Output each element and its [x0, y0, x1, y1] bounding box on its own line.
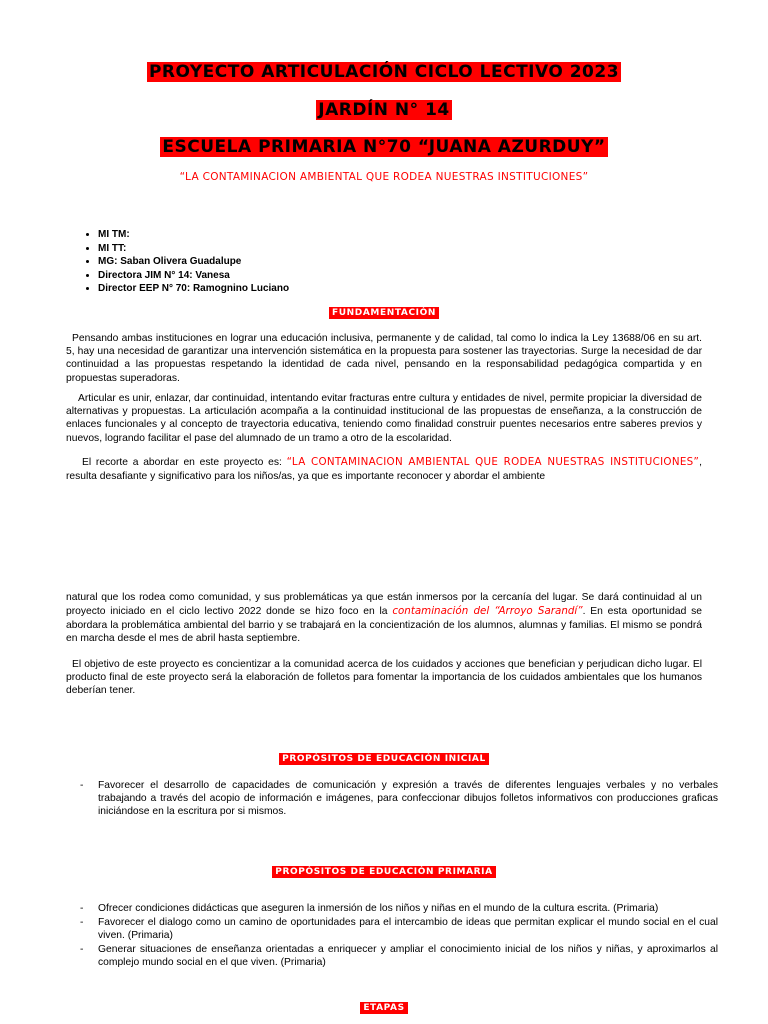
staff-item: • MG: Saban Olivera Guadalupe — [98, 255, 289, 269]
title-kindergarten — [0, 100, 768, 120]
title-project — [0, 62, 768, 82]
section-heading-text: PROPÓSITOS DE EDUCACIÓN PRIMARIA — [272, 866, 495, 878]
project-subtitle: “LA CONTAMINACION AMBIENTAL QUE RODEA NUESTRAS INSTITUCIONES” — [179, 171, 589, 183]
section-heading-propositos-primaria — [0, 867, 768, 877]
title-school — [0, 137, 768, 157]
staff-item: • Directora JIM N° 14: Vanesa — [98, 269, 289, 283]
propositos-inicial-list — [80, 779, 718, 819]
staff-list — [80, 228, 289, 296]
title-school-text: ESCUELA PRIMARIA N°70 “JUANA AZURDUY” — [162, 137, 606, 157]
title-project-text: PROYECTO ARTICULACIÓN CICLO LECTIVO 2023 — [148, 62, 620, 82]
list-item: - Ofrecer condiciones didácticas que aseguren la inmersión de los niños y niñas en el mundo de la cultura escrita. (Primaria) — [98, 902, 718, 915]
propositos-primaria-list — [80, 902, 718, 970]
project-topic-highlight: “LA CONTAMINACION AMBIENTAL QUE RODEA NUESTRAS INSTITUCIONES” — [286, 456, 700, 468]
paragraph-4-suffix: . En esta oportunidad se abordara la problemática ambiental del barrio y se trabajará en la concientización de los alumnos, alumnas y familias. El mismo se pondrá en marcha desde el mes de abril hasta septiembre. — [66, 605, 702, 645]
staff-item: • Director EEP N° 70: Ramognino Luciano — [98, 282, 289, 296]
section-heading-etapas — [0, 1003, 768, 1013]
section-heading-text: PROPÓSITOS DE EDUCACIÓN INICIAL — [279, 753, 489, 765]
section-heading-text: ETAPAS — [360, 1002, 407, 1014]
paragraph-4 — [66, 591, 702, 646]
section-heading-propositos-inicial — [0, 754, 768, 764]
section-heading-fundamentacion — [0, 308, 768, 318]
paragraph-3-suffix: , resulta desafiante y significativo para los niños/as, ya que es importante reconocer y abordar el ambiente — [66, 457, 702, 482]
list-item: - Favorecer el dialogo como un camino de oportunidades para el intercambio de ideas que permitan explicar el mundo social en el cual viven. (Primaria) — [98, 916, 718, 942]
paragraph-2: Articular es unir, enlazar, dar continuidad, intentando evitar fracturas entre cultura y entidades de nivel, permite propiciar la diversidad de alternativas y propuestas. La articulación acompaña a la continuidad institucional de las propuestas de enseñanza, a la construcción de enlaces funcionales y al concepto de trayectoria educativa, teniendo como finalidad construir puentes necesarios entre saberes previos y nuevos, logrando facilitar el pase del alumnado de un tramo a otro de la escolaridad. — [66, 393, 702, 444]
list-item: - Generar situaciones de enseñanza orientadas a enriquecer y ampliar el conocimiento inicial de los niños y niñas, y aproximarlos al complejo mundo social en el que viven. (Primaria) — [98, 943, 718, 969]
paragraph-4-prefix: natural que los rodea como comunidad, y sus problemáticas ya que están inmersos por la cercanía del lugar. Se dará continuidad al un proyecto iniciado en el ciclo lectivo 2022 donde se hizo foco en la — [66, 592, 702, 617]
paragraph-5: El objetivo de este proyecto es concientizar a la comunidad acerca de los cuidados y acciones que benefician y perjudican dicho lugar. El producto final de este proyecto será la elaboración de folletos para fomentar la importancia de los cuidados ambientales que los humanos deberían tener. — [66, 659, 702, 697]
stream-highlight: contaminación del “Arroyo Sarandí” — [392, 604, 583, 617]
staff-item: • MI TT: — [98, 242, 289, 256]
paragraph-1: Pensando ambas instituciones en lograr una educación inclusiva, permanente y de calidad, tal como lo indica la Ley 13688/06 en su art. 5, hay una necesidad de garantizar una intervención sistemática en la propuesta para sostener las trayectorias. Surge la necesidad de dar continuidad a las propuestas respetando la identidad de cada nivel, pensando en la responsabilidad pedagógica compartida y en propuestas superadoras. — [66, 333, 702, 384]
staff-item: • MI TM: — [98, 228, 289, 242]
list-item: - Favorecer el desarrollo de capacidades de comunicación y expresión a través de diferentes lenguajes verbales y no verbales trabajando a través del acopio de información e imágenes, para confeccionar dibujos folletos informativos con producciones graficas iniciándose en la escritura por si mismos. — [98, 779, 718, 818]
paragraph-3 — [66, 455, 702, 484]
section-heading-text: FUNDAMENTACIÓN — [329, 307, 439, 319]
paragraph-3-prefix: El recorte a abordar en este proyecto es: — [82, 457, 287, 468]
title-kindergarten-text: JARDÍN N° 14 — [318, 100, 450, 120]
